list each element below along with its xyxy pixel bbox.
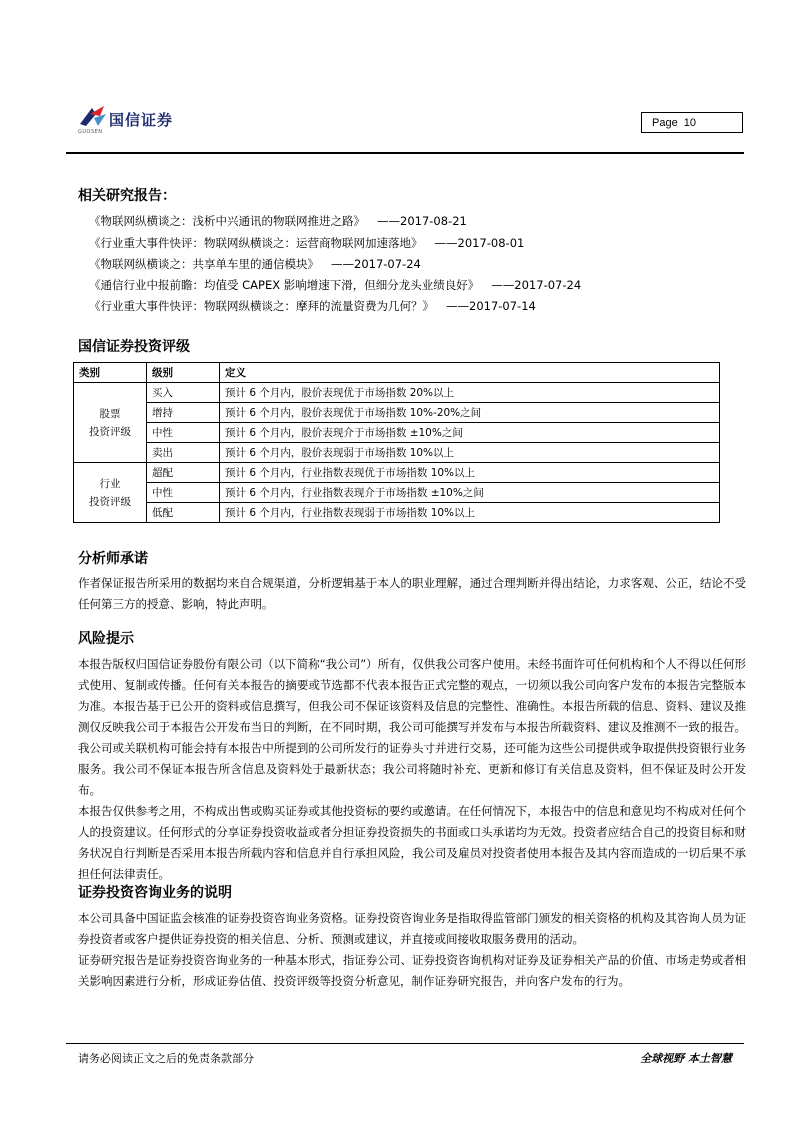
definition-cell: 预计 6 个月内，行业指数表现优于市场指数 10%以上 (220, 463, 720, 483)
header-divider (66, 152, 744, 154)
advisory-section (78, 908, 746, 992)
level-cell: 中性 (147, 423, 220, 443)
report-title: 《物联网纵横谈之：共享单车里的通信模块》 (89, 257, 319, 271)
report-date: ——2017-07-24 (491, 278, 582, 292)
related-report-item[interactable] (89, 256, 421, 272)
page-label: Page (652, 117, 678, 129)
rating-table (73, 362, 720, 523)
table-row (74, 383, 720, 403)
risk-heading: 风险提示 (78, 631, 134, 647)
category-line: 行业 (99, 477, 121, 490)
page-indicator (641, 112, 743, 133)
level-cell: 卖出 (147, 443, 220, 463)
report-date: ——2017-07-14 (446, 299, 536, 313)
column-header-category: 类别 (74, 363, 147, 383)
page-number: 10 (683, 117, 696, 129)
report-title: 《物联网纵横谈之：浅析中兴通讯的物联网推进之路》 (89, 214, 365, 228)
advisory-paragraph: 证券研究报告是证券投资咨询业务的一种基本形式，指证券公司、证券投资咨询机构对证券及证券相关产品的价值、市场走势或者相关影响因素进行分析，形成证券估值、投资评级等投资分析意见，制作证券研究报告，并向客户发布的行为。 (78, 953, 746, 988)
category-line: 投资评级 (89, 495, 131, 508)
related-report-item[interactable] (89, 277, 581, 293)
category-cell-stock (74, 383, 147, 463)
analyst-statement (78, 573, 746, 615)
related-report-item[interactable] (89, 213, 467, 229)
level-cell: 买入 (147, 383, 220, 403)
level-cell: 中性 (147, 483, 220, 503)
rating-heading: 国信证券投资评级 (78, 339, 190, 355)
table-row (74, 423, 720, 443)
report-title: 《行业重大事件快评：物联网纵横谈之：摩拜的流量资费为几何？》 (89, 299, 434, 313)
table-row (74, 463, 720, 483)
definition-cell: 预计 6 个月内，股价表现优于市场指数 20%以上 (220, 383, 720, 403)
category-line: 投资评级 (89, 425, 131, 438)
risk-paragraph: 本报告仅供参考之用，不构成出售或购买证券或其他投资标的要约或邀请。在任何情况下，本报告中的信息和意见均不构成对任何个人的投资建议。任何形式的分享证券投资收益或者分担证券投资损失的书面或口头承诺均为无效。投资者应结合自己的投资目标和财务状况自行判断是否采用本报告所载内容和信息并自行承担风险，我公司及雇员对投资者使用本报告及其内容而造成的一切后果不承担任何法律责任。 (78, 804, 746, 881)
report-date: ——2017-08-21 (377, 214, 467, 228)
related-report-item[interactable] (89, 298, 536, 314)
report-title: 《行业重大事件快评：物联网纵横谈之：运营商物联网加速落地》 (89, 236, 423, 250)
analyst-paragraph: 作者保证报告所采用的数据均来自合规渠道，分析逻辑基于本人的职业理解，通过合理判断并得出结论，力求客观、公正，结论不受任何第三方的授意、影响，特此声明。 (78, 576, 746, 611)
column-header-definition: 定义 (220, 363, 720, 383)
table-header-row (74, 363, 720, 383)
category-cell-industry (74, 463, 147, 523)
report-date: ——2017-08-01 (434, 236, 525, 250)
logo-subtext: GUOSEN (78, 129, 103, 135)
definition-cell: 预计 6 个月内，行业指数表现介于市场指数 ±10%之间 (220, 483, 720, 503)
definition-cell: 预计 6 个月内，股价表现介于市场指数 ±10%之间 (220, 423, 720, 443)
definition-cell: 预计 6 个月内，股价表现优于市场指数 10%-20%之间 (220, 403, 720, 423)
level-cell: 增持 (147, 403, 220, 423)
report-title: 《通信行业中报前瞻：均值受 CAPEX 影响增速下滑，但细分龙头业绩良好》 (89, 278, 480, 292)
definition-cell: 预计 6 个月内，股价表现弱于市场指数 10%以上 (220, 443, 720, 463)
table-row (74, 483, 720, 503)
level-cell: 低配 (147, 503, 220, 523)
level-cell: 超配 (147, 463, 220, 483)
category-line: 股票 (99, 407, 121, 420)
advisory-paragraph: 本公司具备中国证监会核准的证券投资咨询业务资格。证券投资咨询业务是指取得监管部门颁发的相关资格的机构及其咨询人员为证券投资者或客户提供证券投资的相关信息、分析、预测或建议，并直接或间接收取服务费用的活动。 (78, 911, 746, 946)
table-row (74, 443, 720, 463)
table-row (74, 403, 720, 423)
risk-section (78, 654, 746, 885)
logo-mark-icon (78, 104, 108, 128)
column-header-level: 级别 (147, 363, 220, 383)
advisory-heading: 证券投资咨询业务的说明 (78, 885, 232, 901)
risk-paragraph: 本报告版权归国信证券股份有限公司（以下简称“我公司”）所有，仅供我公司客户使用。未经书面许可任何机构和个人不得以任何形式使用、复制或传播。任何有关本报告的摘要或节选都不代表本报告正式完整的观点，一切须以我公司向客户发布的本报告完整版本为准。本报告基于已公开的资料或信息撰写，但我公司不保证该资料及信息的完整性、准确性。本报告所载的信息、资料、建议及推测仅反映我公司于本报告公开发布当日的判断，在不同时期，我公司可能撰写并发布与本报告所载资料、建议及推测不一致的报告。我公司或关联机构可能会持有本报告中所提到的公司所发行的证券头寸并进行交易，还可能为这些公司提供或争取提供投资银行业务服务。我公司不保证本报告所含信息及资料处于最新状态；我公司将随时补充、更新和修订有关信息及资料，但不保证及时公开发布。 (78, 657, 746, 797)
company-logo (78, 104, 188, 138)
related-reports-heading: 相关研究报告： (78, 188, 176, 204)
related-report-item[interactable] (89, 235, 524, 251)
definition-cell: 预计 6 个月内，行业指数表现弱于市场指数 10%以上 (220, 503, 720, 523)
logo-text: 国信证券 (109, 111, 174, 129)
report-date: ——2017-07-24 (331, 257, 421, 271)
footer-disclaimer-note: 请务必阅读正文之后的免责条款部分 (78, 1052, 254, 1065)
footer-divider (66, 1043, 744, 1044)
analyst-heading: 分析师承诺 (78, 551, 148, 567)
table-row (74, 503, 720, 523)
footer-slogan: 全球视野 本土智慧 (640, 1052, 732, 1065)
